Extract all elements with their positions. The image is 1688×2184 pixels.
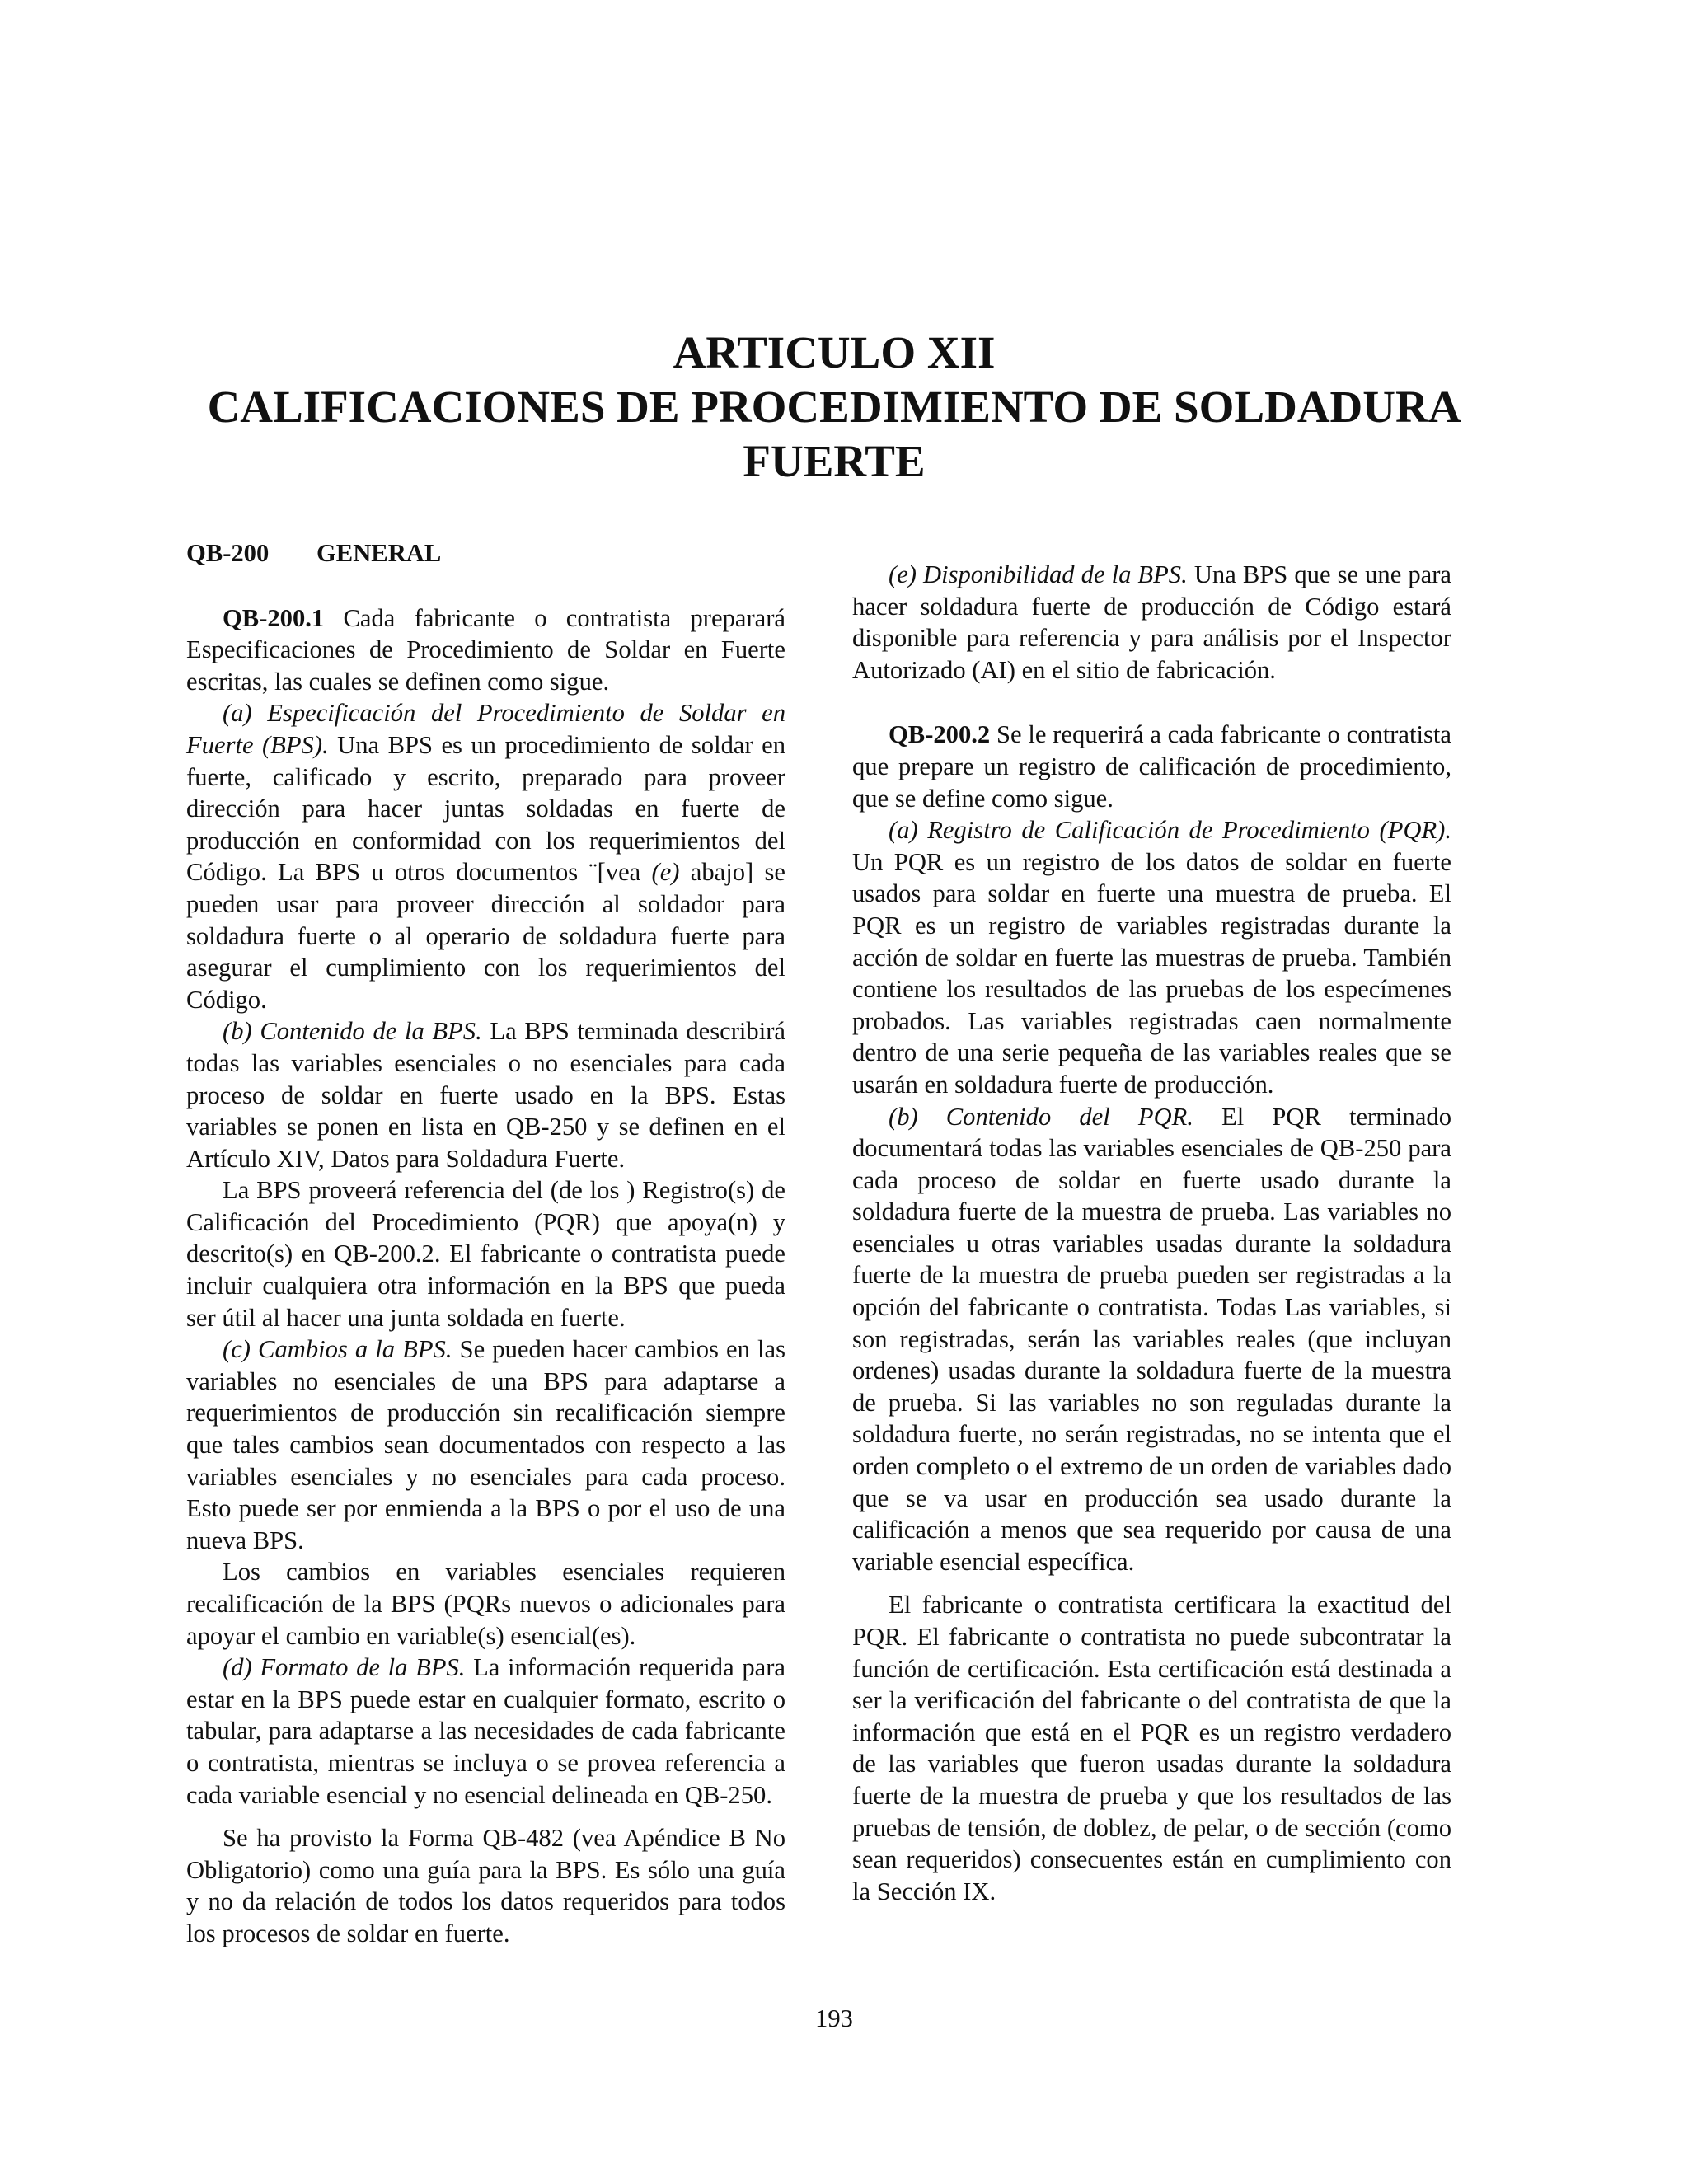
section-number: QB-200 (186, 539, 270, 567)
section-heading (186, 537, 785, 569)
paragraph-label: QB-200.2 (889, 720, 991, 749)
paragraph-bps-changes: (c) Cambios a la BPS. Se pueden hacer cambios en las variables no esenciales de una BPS para adaptarse a requerimientos de producción sin recalificación siempre que tales cambios sean documentados con respecto a las variables esenciales y no esenciales para cada proceso. Esto puede ser por enmienda a la BPS o por el uso de una nueva BPS. (186, 1335, 785, 1554)
subsection-heading: (b) Contenido del PQR. (889, 1102, 1193, 1131)
paragraph-essential-changes: Los cambios en variables esenciales requieren recalificación de la BPS (PQRs nuevos o adicionales para apoyar el cambio en variable(s) esencial(es). (186, 1558, 785, 1650)
paragraph-pqr-definition: (a) Registro de Calificación de Procedimiento (PQR). Un PQR es un registro de los datos de soldar en fuerte usados para soldar en fuerte una muestra de prueba. El PQR es un registro de variables registradas durante la acción de soldar en fuerte las muestras de prueba. También contiene los resultados de las pruebas de los especímenes probados. Las variables registradas caen normalmente dentro de una serie pequeña de las variables reales que se usarán en soldadura fuerte de producción. (852, 816, 1451, 1099)
section-title: GENERAL (316, 539, 442, 567)
subsection-heading: (a) Especificación del Procedimiento de Soldar en Fuerte (BPS). (186, 699, 785, 759)
paragraph-label: QB-200.1 (223, 603, 325, 632)
right-column (852, 559, 1451, 1907)
paragraph-qb-200-2: QB-200.2 Se le requerirá a cada fabricante o contratista que prepare un registro de calificación de procedimiento, que se define como sigue. (852, 720, 1451, 813)
paragraph-bps-reference: La BPS proveerá referencia del (de los ) Registro(s) de Calificación del Procedimiento (PQR) que apoya(n) y descrito(s) en QB-200.2. El fabricante o contratista puede incluir cualquiera otra información en la BPS que pueda ser útil al hacer una junta soldada en fuerte. (186, 1176, 785, 1332)
paragraph-bps-content: (b) Contenido de la BPS. La BPS terminada describirá todas las variables esenciales o no esenciales para cada proceso de soldar en fuerte usado en la BPS. Estas variables se ponen en lista en QB-250 y se definen en el Artículo XIV, Datos para Soldadura Fuerte. (186, 1017, 785, 1173)
subsection-heading: (a) Registro de Calificación de Procedimiento (PQR). (889, 816, 1451, 845)
paragraph-form-qb-482: Se ha provisto la Forma QB-482 (vea Apéndice B No Obligatorio) como una guía para la BPS. Es sólo una guía y no da relación de todos los datos requeridos para todos los procesos de soldar en fuerte. (186, 1824, 785, 1947)
paragraph-pqr-certification: El fabricante o contratista certificara la exactitud del PQR. El fabricante o contratista no puede subcontratar la función de certificación. Esta certificación está destinada a ser la verificación del fabricante o del contratista de que la información que está en el PQR es un registro verdadero de las variables que fueron usadas durante la soldadura fuerte de la muestra de prueba y que los resultados de las pruebas de tensión, de doblez, de pelar, o de sección (como sean requeridos) consecuentes están en cumplimiento con la Sección IX. (852, 1591, 1451, 1905)
page-number: 193 (815, 2004, 853, 2032)
paragraph-bps-definition: (a) Especificación del Procedimiento de Soldar en Fuerte (BPS). Una BPS es un procedimiento de soldar en fuerte, calificado y escrito, preparado para proveer dirección para hacer juntas soldadas en fuerte de producción en conformidad con los requerimientos del Código. La BPS u otros documentos ¨[vea (e) abajo] se pueden usar para proveer dirección al soldador para soldadura fuerte o al operario de soldadura fuerte para asegurar el cumplimiento con los requerimientos del Código. (186, 699, 785, 1014)
left-column (186, 537, 785, 1950)
paragraph-bps-availability: (e) Disponibilidad de la BPS. Una BPS que se une para hacer soldadura fuerte de producción de Código estará disponible para referencia y para análisis por el Inspector Autorizado (AI) en el sitio de fabricación. (852, 560, 1451, 684)
paragraph-bps-format: (d) Formato de la BPS. La información requerida para estar en la BPS puede estar en cualquier formato, escrito o tabular, para adaptarse a las necesidades de cada fabricante o contratista, mientras se incluya o se provea referencia a cada variable esencial y no esencial delineada en QB-250. (186, 1653, 785, 1809)
paragraph-qb-200-1: QB-200.1 Cada fabricante o contratista preparará Especificaciones de Procedimiento de Soldar en Fuerte escritas, las cuales se definen como sigue. (186, 603, 785, 696)
title-line-1: ARTICULO XII (673, 327, 996, 377)
title-line-2: CALIFICACIONES DE PROCEDIMIENTO DE SOLDADURA (207, 382, 1461, 432)
subsection-heading: (c) Cambios a la BPS. (223, 1335, 452, 1364)
title-line-3: FUERTE (743, 436, 926, 486)
article-title (0, 326, 1668, 489)
subsection-heading: (b) Contenido de la BPS. (223, 1017, 482, 1046)
subsection-heading: (e) Disponibilidad de la BPS. (889, 560, 1188, 588)
subsection-heading: (d) Formato de la BPS. (223, 1653, 466, 1682)
paragraph-pqr-content: (b) Contenido del PQR. El PQR terminado documentará todas las variables esenciales de QB-250 para cada proceso de soldar en fuerte usado durante la soldadura fuerte de la muestra de prueba. Las variables no esenciales u otras variables usadas durante la soldadura fuerte de la muestra de prueba pueden ser registradas a la opción del fabricante o contratista. Todas Las variables, si son registradas, serán las variables reales (que incluyan ordenes) usadas durante la soldadura fuerte de la muestra de prueba. Si las variables no son reguladas durante la soldadura fuerte, no serán registradas, no se intenta que el orden completo o el extremo de un orden de variables dado que se va usar en producción sea usado durante la calificación a menos que sea requerido por causa de una variable esencial específica. (852, 1102, 1451, 1576)
